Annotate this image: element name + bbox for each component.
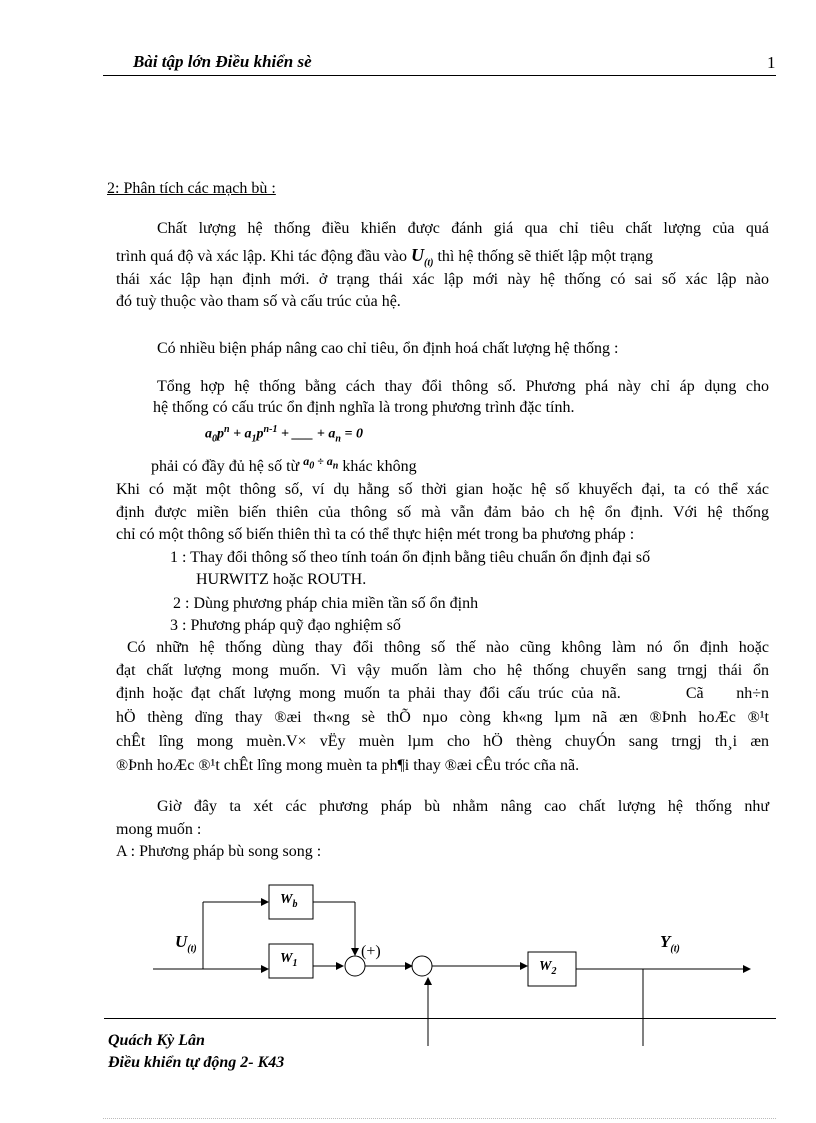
sum-sign: (+) — [361, 943, 381, 960]
para3-line2: hệ thống có cấu trúc ổn định nghĩa là trong phương trình đặc tính. — [153, 399, 575, 416]
eq-a0: a — [205, 426, 212, 442]
para6-line2: đạt chất lượng mong muốn. Vì vậy muốn làm cho hệ thống chuyển sang trngj thái ổn — [116, 662, 769, 679]
para1-line2-post: thì hệ thống sẽ thiết lập một trạng — [437, 248, 653, 265]
method-3: 3 : Phương pháp quỹ đạo nghiệm số — [170, 617, 401, 634]
diagram-output-sub: (t) — [670, 943, 680, 955]
para6-line6: ®Þnh hoÆc ®¹t chÊt lîng mong muèn ta ph¶i thay ®æi cÊu tróc cña nã. — [116, 757, 580, 774]
w2-label — [539, 959, 556, 977]
wb-label — [280, 892, 297, 910]
para4-pre: phải có đầy đủ hệ số từ — [151, 458, 300, 475]
range-div: ÷ — [314, 454, 327, 468]
range-an: a — [326, 454, 333, 468]
diagram-output-letter: Y — [660, 932, 671, 951]
para6-line3: định hoặc đạt chất lượng mong muốn ta phải thay đổi cấu trúc của nã. Cã nh÷n — [116, 685, 769, 702]
diagram-input-letter: U — [175, 932, 188, 951]
eq-p2: p — [256, 426, 264, 442]
para6-line5: chÊt lîng mong muèn.V× vËy muèn lµm cho hÖ thèng chuyÓn sang trngj th¸i æn — [116, 733, 769, 750]
para7-line2: mong muốn : — [116, 821, 202, 838]
eq-a1: a — [244, 426, 252, 442]
w2-letter: W — [539, 959, 552, 974]
para5-line1: Khi có mặt một thông số, ví dụ hằng số thời gian hoặc hệ số khuyếch đại, ta có thể xác — [116, 481, 769, 498]
footer-author: Quách Kỳ Lân — [108, 1032, 205, 1049]
diagram-input-sub: (t) — [187, 943, 197, 955]
para5-line3: chỉ có một thông số biến thiên thì ta có thể thực hiện mét trong ba phương pháp : — [116, 526, 635, 543]
header-title: Bài tập lớn Điều khiển sè — [133, 52, 312, 71]
para1-line2-pre: trình quá độ và xác lập. Khi tác động đầu vào — [116, 248, 408, 265]
footer-divider — [104, 1018, 776, 1019]
wb-sub: b — [292, 898, 298, 910]
method-1: 1 : Thay đổi thông số theo tính toán ổn định bằng tiêu chuẩn ổn định đại số — [170, 549, 651, 566]
eq-a1-sub: 1 — [251, 433, 257, 445]
para6-line1: Có nhữn hệ thống dùng thay đổi thông số thế nào cũng không làm nó ổn định hoặc — [127, 639, 769, 656]
eq-p1-sup: n — [224, 424, 230, 435]
range-a0-sub: 0 — [309, 460, 315, 472]
input-symbol-sub: (t) — [424, 257, 434, 269]
section-title: 2: Phân tích các mạch bù : — [107, 180, 276, 197]
footer-class: Điều khiển tự động 2- K43 — [108, 1054, 285, 1071]
subsection-title: A : Phương pháp bù song song : — [116, 843, 322, 860]
para1-line1: Chất lượng hệ thống điều khiển được đánh giá qua chỉ tiêu chất lượng của quá — [157, 220, 769, 237]
wb-letter: W — [280, 892, 293, 907]
para7-line1: Giờ đây ta xét các phương pháp bù nhằm nâng cao chất lượng hệ thống như — [157, 798, 769, 815]
range-a0: a — [303, 454, 310, 468]
page-number: 1 — [767, 53, 776, 72]
w2-sub: 2 — [551, 965, 557, 977]
para3-line1: Tổng hợp hệ thống bằng cách thay đổi thông số. Phương phá này chỉ áp dụng cho — [157, 378, 769, 395]
eq-rest: + ___ + — [277, 426, 329, 442]
para1-line4: đó tuỳ thuộc vào tham số và cấu trúc của hệ. — [116, 293, 401, 310]
method-1-cont: HURWITZ hoặc ROUTH. — [196, 571, 367, 588]
para1-line3: thái xác lập hạn định mới. ở trạng thái xác lập mới này hệ thống có sai số xác lập nào — [116, 271, 769, 288]
para2: Có nhiều biện pháp nâng cao chỉ tiêu, ổn định hoá chất lượng hệ thống : — [157, 340, 619, 357]
diagram-output-label — [660, 932, 680, 954]
eq-an: a — [328, 426, 336, 442]
para4-post: khác không — [342, 458, 417, 475]
eq-p1: p — [217, 426, 224, 442]
w1-sub: 1 — [292, 957, 298, 969]
range-an-sub: n — [332, 460, 339, 472]
summing-junction-2 — [412, 956, 432, 976]
eq-equals: = 0 — [340, 426, 363, 442]
diagram-input-label — [175, 932, 197, 954]
para5-line2: định được miền biến thiên của thông số mà vẫn đảm bảo ch hệ ổn định. Với hệ thống — [116, 504, 769, 521]
eq-p2-sup: n-1 — [263, 424, 278, 435]
eq-an-sub: n — [335, 433, 341, 445]
eq-a0-sub: 0 — [212, 433, 217, 445]
w1-label — [280, 951, 297, 969]
bottom-border — [103, 1118, 776, 1119]
input-symbol-letter: U — [411, 245, 425, 265]
w1-letter: W — [280, 951, 293, 966]
para6-line4: hÖ thèng dïng thay ®æi th«ng sè thÕ nµo còng kh«ng lµm nã æn ®Þnh hoÆc ®¹t — [116, 709, 769, 726]
eq-plus: + — [229, 426, 245, 442]
method-2: 2 : Dùng phương pháp chia miền tần số ổn định — [173, 595, 479, 612]
